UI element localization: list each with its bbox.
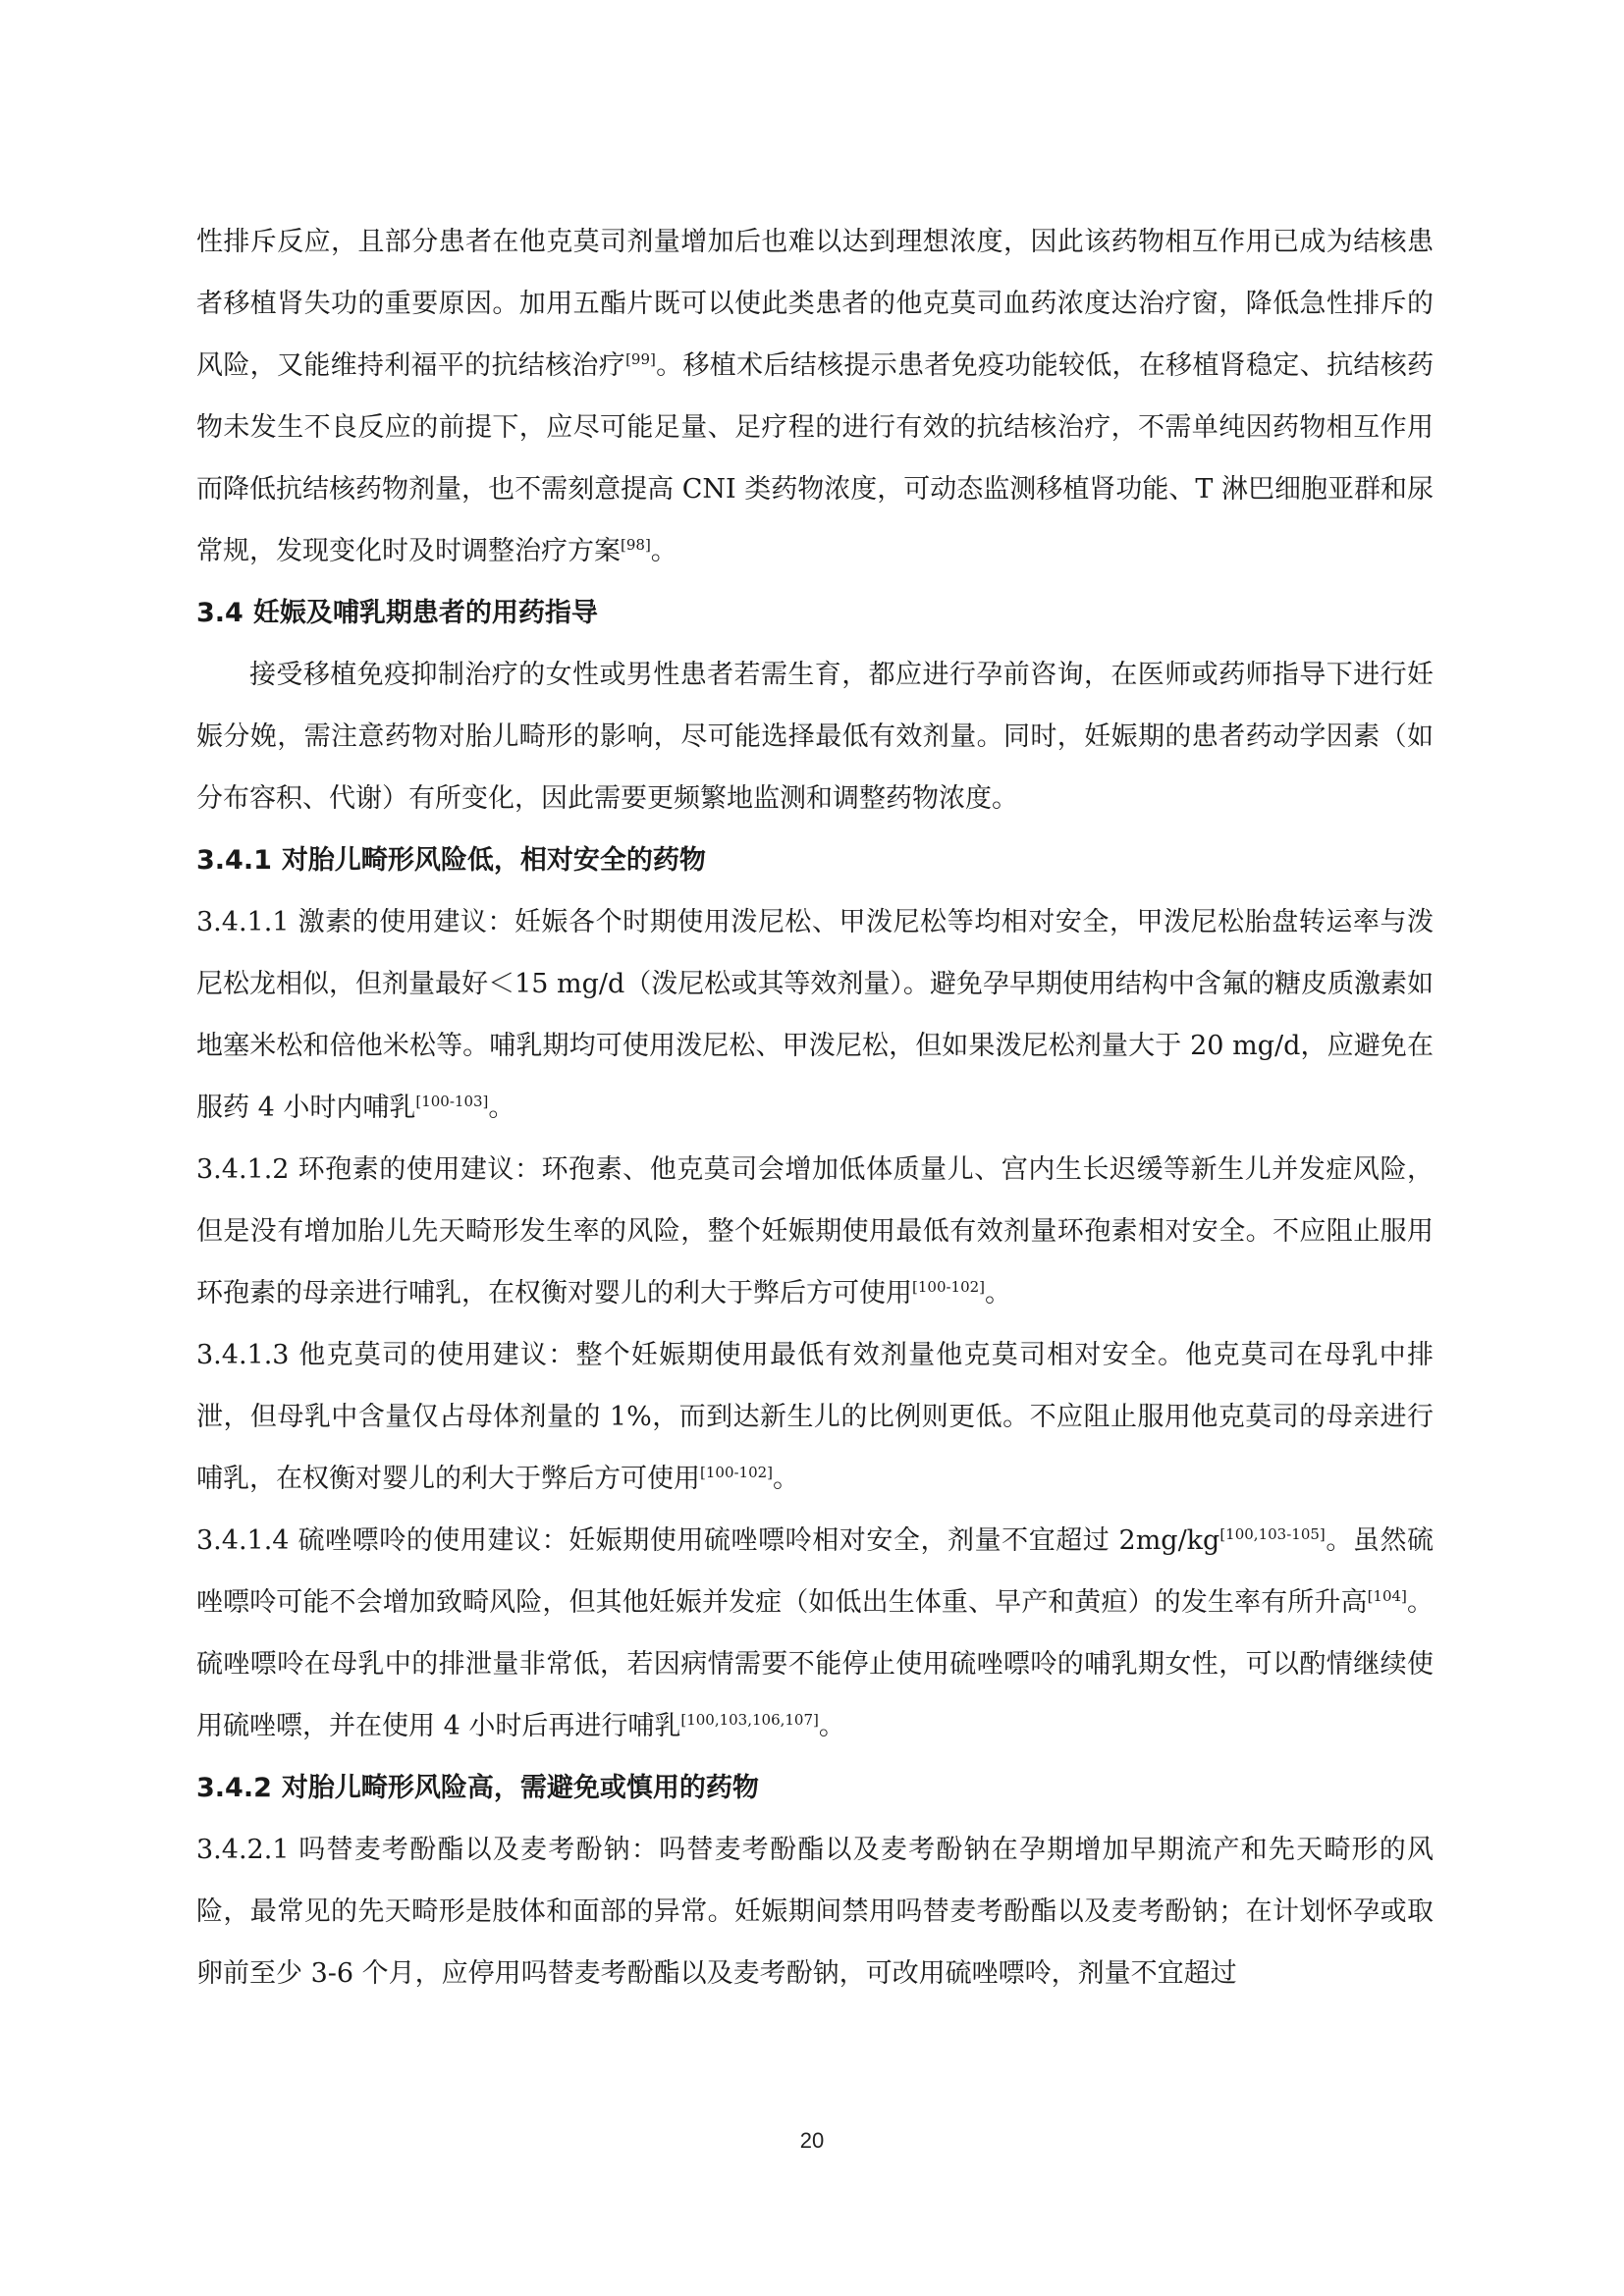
citation-reference: [100-102] (700, 1464, 774, 1481)
section-title: 妊娠及哺乳期患者的用药指导 (252, 598, 598, 628)
body-paragraph (196, 1139, 1434, 1324)
page-number: 20 (799, 2128, 825, 2153)
citation-reference: [99] (625, 350, 656, 368)
section-number: 3.4.2 (196, 1773, 272, 1803)
section-title: 对胎儿畸形风险低，相对安全的药物 (281, 845, 706, 876)
paragraph-text: 3.4.1.3 他克莫司的使用建议：整个妊娠期使用最低有效剂量他克莫司相对安全。他克莫司在母乳中排泄，但母乳中含量仅占母体剂量的 1%，而到达新生儿的比例则更低。不应阻止服用他克莫司的母亲进行哺乳，在权衡对婴儿的利大于弊后方可使用 (196, 1340, 1434, 1494)
paragraph-text: 。 (818, 1711, 845, 1741)
citation-reference: [100,103,106,107] (680, 1711, 819, 1729)
paragraph-text: 。硫唑嘌呤在母乳中的排泄量非常低，若因病情需要不能停止使用硫唑嘌呤的哺乳期女性，可以酌情继续使用硫唑嘌，并在使用 4 小时后再进行哺乳 (196, 1587, 1435, 1741)
body-paragraph (196, 1510, 1434, 1757)
paragraph-text: 3.4.1.2 环孢素的使用建议：环孢素、他克莫司会增加低体质量儿、宫内生长迟缓等新生儿并发症风险，但是没有增加胎儿先天畸形发生率的风险，整个妊娠期使用最低有效剂量环孢素相对安全。不应阻止服用环孢素的母亲进行哺乳，在权衡对婴儿的利大于弊后方可使用 (196, 1154, 1434, 1308)
paragraph-text: 3.4.1.4 硫唑嘌呤的使用建议：妊娠期使用硫唑嘌呤相对安全，剂量不宜超过 2mg/kg (196, 1525, 1220, 1556)
paragraph-text: 。 (650, 536, 677, 566)
body-paragraph (196, 644, 1434, 829)
paragraph-text: 。 (985, 1278, 1012, 1308)
paragraph-text: 。 (773, 1464, 800, 1494)
paragraph-text: 接受移植免疫抑制治疗的女性或男性患者若需生育，都应进行孕前咨询，在医师或药师指导下进行妊娠分娩，需注意药物对胎儿畸形的影响，尽可能选择最低有效剂量。同时，妊娠期的患者药动学因素（如分布容积、代谢）有所变化，因此需要更频繁地监测和调整药物浓度。 (196, 660, 1434, 814)
paragraph-text: 。虽然硫唑嘌呤可能不会增加致畸风险，但其他妊娠并发症（如低出生体重、早产和黄疸）的发生率有所升高 (196, 1525, 1435, 1618)
section-number: 3.4.1 (196, 845, 272, 876)
paragraph-text: 。 (488, 1093, 515, 1123)
citation-reference: [100-102] (912, 1278, 986, 1296)
body-paragraph (196, 211, 1434, 582)
section-title: 对胎儿畸形风险高，需避免或慎用的药物 (281, 1773, 759, 1803)
paragraph-text: 3.4.1.1 激素的使用建议：妊娠各个时期使用泼尼松、甲泼尼松等均相对安全，甲泼尼松胎盘转运率与泼尼松龙相似，但剂量最好＜15 mg/d（泼尼松或其等效剂量）。避免孕早期使用结构中含氟的糖皮质激素如地塞米松和倍他米松等。哺乳期均可使用泼尼松、甲泼尼松，但如果泼尼松剂量大于 20 mg/d，应避免在服药 4 小时内哺乳 (196, 907, 1434, 1123)
paragraph-text: 。移植术后结核提示患者免疫功能较低，在移植肾稳定、抗结核药物未发生不良反应的前提下，应尽可能足量、足疗程的进行有效的抗结核治疗，不需单纯因药物相互作用而降低抗结核药物剂量，也不需刻意提高 CNI 类药物浓度，可动态监测移植肾功能、T 淋巴细胞亚群和尿常规，发现变化时及时调整治疗方案 (196, 350, 1435, 566)
citation-reference: [100-103] (415, 1093, 489, 1110)
body-paragraph (196, 891, 1434, 1139)
paragraph-text: 性排斥反应，且部分患者在他克莫司剂量增加后也难以达到理想浓度，因此该药物相互作用已成为结核患者移植肾失功的重要原因。加用五酯片既可以使此类患者的他克莫司血药浓度达治疗窗，降低急性排斥的风险，又能维持利福平的抗结核治疗 (196, 227, 1434, 381)
citation-reference: [104] (1367, 1587, 1407, 1605)
section-heading (196, 829, 1434, 891)
body-paragraph (196, 1324, 1434, 1510)
section-heading (196, 1757, 1434, 1819)
citation-reference: [100,103-105] (1219, 1525, 1326, 1543)
citation-reference: [98] (621, 536, 651, 554)
section-heading (196, 582, 1434, 644)
section-number: 3.4 (196, 598, 244, 628)
paragraph-text: 3.4.2.1 吗替麦考酚酯以及麦考酚钠：吗替麦考酚酯以及麦考酚钠在孕期增加早期流产和先天畸形的风险，最常见的先天畸形是肢体和面部的异常。妊娠期间禁用吗替麦考酚酯以及麦考酚钠；在计划怀孕或取卵前至少 3-6 个月，应停用吗替麦考酚酯以及麦考酚钠，可改用硫唑嘌呤，剂量不宜超过 (196, 1835, 1434, 1989)
page-body (196, 211, 1434, 2004)
body-paragraph (196, 1819, 1434, 2004)
